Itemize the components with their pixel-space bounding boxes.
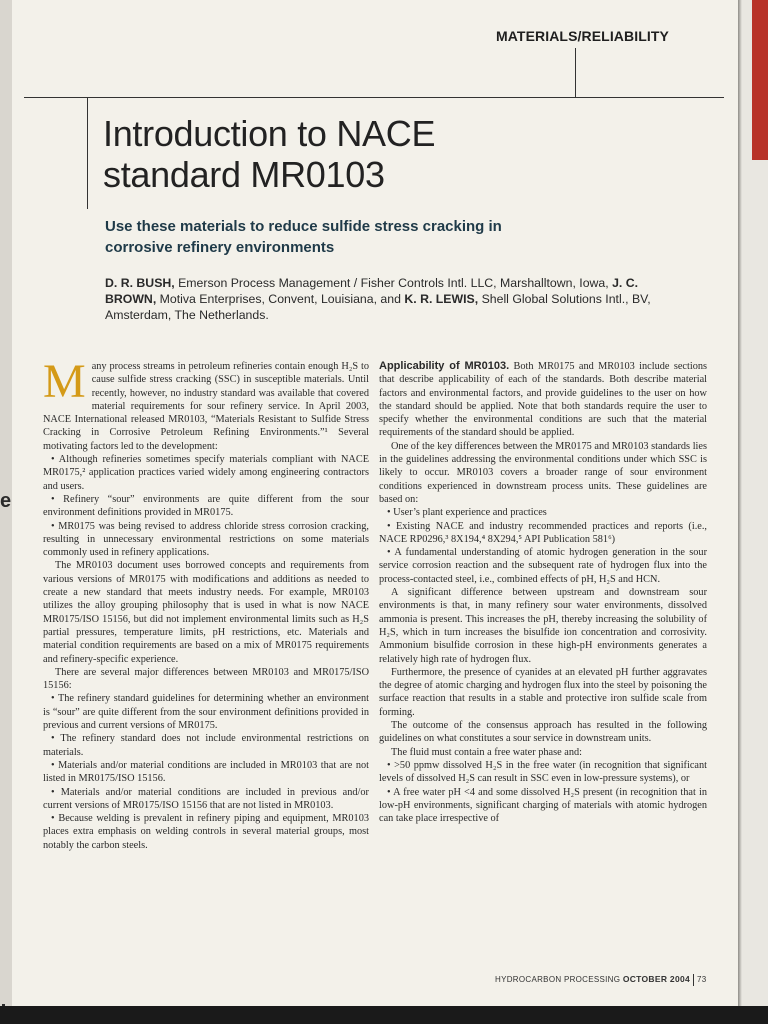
author-name: D. R. BUSH, <box>105 276 175 290</box>
page-number: 73 <box>697 975 707 985</box>
title-line-1: Introduction to NACE <box>103 113 436 154</box>
paragraph: Many process streams in petroleum refineries contain enough H₂S to cause sulfide stress cracking (SSC) in susceptible materials. Until recently, however, no industry standard was available that covered material requirements for sour refinery service. In April 2003, NACE International released MR0103, “Materials Resistant to Sulfide Stress Cracking in Corrosive Petroleum Refining Environments.”¹ Several motivating factors led to the development: <box>43 355 369 452</box>
header-rule-vertical <box>575 48 576 98</box>
author-affiliation: Emerson Process Management / Fisher Controls Intl. LLC, Marshalltown, Iowa, <box>174 276 613 290</box>
bullet-item: • >50 ppmw dissolved H₂S in the free water (in recognition that significant levels of dissolved H₂S can result in SSC even in low-pressure systems), or <box>379 759 707 785</box>
author-name: K. R. LEWIS, <box>404 292 479 306</box>
section-heading: Applicability of MR0103. <box>379 360 510 372</box>
adjacent-page-letter: e <box>0 490 12 512</box>
scan-border <box>0 1006 768 1024</box>
paragraph: Furthermore, the presence of cyanides at an elevated pH further aggravates the degree of atomic charging and hydrogen flux into the steel by poisoning the surface reaction that results in a stable and protective iron sulfide scale from forming. <box>379 666 707 718</box>
paragraph: The fluid must contain a free water phase and: <box>391 746 582 758</box>
page-footer <box>495 974 707 986</box>
author-byline <box>105 275 675 323</box>
bullet-item: • Refinery “sour” environments are quite different from the sour environment definitions provided in MR0175. <box>43 493 369 519</box>
bullet-item: • A free water pH <4 and some dissolved H₂S present (in recognition that in low-pH environments, significant charging of materials with atomic hydrogen can take place irrespective of <box>379 786 707 825</box>
paragraph: The MR0103 document uses borrowed concepts and requirements from various versions of MR0175 with modifications and additions as needed to create a new standard that meets industry needs. For example, MR0103 utilizes the alloy grouping philosophy that is used in what is now NACE MR0175/ISO 15156, but did not implement environmental limits such as H₂S partial pressures, temperature limits, pH restrictions, etc. Materials and material condition requirements are based on a mix of MR0175 requirements and refinery-specific experience. <box>43 560 369 665</box>
bullet-item: • Although refineries sometimes specify materials compliant with NACE MR0175,² application practices varied widely among engineering contractors and users. <box>43 454 369 492</box>
article-subtitle: Use these materials to reduce sulfide stress cracking in corrosive refinery environments <box>105 218 502 256</box>
header-rule <box>24 97 724 98</box>
adjacent-page-edge <box>0 0 12 1024</box>
author-name: J. C. BROWN, <box>105 276 639 306</box>
issue-date: OCTOBER 2004 <box>622 974 691 985</box>
paragraph: A significant difference between upstream and downstream sour environments is that, in many refinery sour water environments, dissolved ammonia is present. This increases the pH, thereby increasing the solubility of H₂S, which in turn increases the bisulfide ion concentration and corrosivity. Ammonium bisulfide corrosion in these high-pH environments generates a relatively high rate of hydrogen flux. <box>379 587 707 665</box>
bullet-item: • MR0175 was being revised to address chloride stress corrosion cracking, resulting in unnecessary environmental restrictions on some materials commonly used in refinery applications. <box>43 520 369 559</box>
bullet-item: • User’s plant experience and practices <box>387 507 547 519</box>
author-affiliation: Motiva Enterprises, Convent, Louisiana, and <box>156 292 405 306</box>
bullet-item: • Existing NACE and industry recommended practices and reports (i.e., NACE RP0296,³ 8X194,⁴ 8X294,⁵ API Publication 581⁶) <box>379 520 707 545</box>
section-label: MATERIALS/RELIABILITY <box>496 28 669 44</box>
bullet-item: • A fundamental understanding of atomic hydrogen generation in the sour service corrosion reaction and the subsequent rate of hydrogen flux into the process-contacted steel, i.e., combined effects of pH, H₂S and HCN. <box>379 547 707 585</box>
bullet-item: • The refinery standard guidelines for determining whether an environment is “sour” are quite different from the sour environment definitions provided in previous and current versions of MR0175. <box>43 693 369 732</box>
title-rule-vertical <box>87 97 88 209</box>
author-affiliation: Shell Global Solutions Intl., BV, Amsterdam, The Netherlands. <box>105 292 651 322</box>
bullet-item: • Because welding is prevalent in refinery piping and equipment, MR0103 places extra emphasis on welding controls in several material groups, most notably the carbon steels. <box>43 813 369 851</box>
magazine-page <box>12 0 738 1006</box>
red-tab <box>752 0 768 160</box>
binding-edge <box>738 0 768 1024</box>
paragraph: Applicability of MR0103. Both MR0175 and MR0103 include sections that describe applicability of each of the standards. Both describe material factors and environmental factors, and provide guidelines to the user on how the standard should be applied. Note that both standards require the user to specify whether the environmental conditions are such that the material requirements of the standard should be applied. <box>379 360 707 439</box>
drop-cap: M <box>43 355 86 408</box>
body-column-right <box>379 360 707 825</box>
paragraph: The outcome of the consensus approach has resulted in the following guidelines on what constitutes a sour service in downstream units. <box>379 720 707 745</box>
paragraph: There are several major differences between MR0103 and MR0175/ISO 15156: <box>43 666 369 692</box>
bullet-item: • Materials and/or material conditions are included in MR0103 that are not listed in MR0175/ISO 15156. <box>43 759 369 785</box>
article-title <box>103 113 435 195</box>
binding-shadow <box>738 0 742 1024</box>
body-column-left <box>43 355 369 852</box>
footer-divider <box>693 974 694 986</box>
title-line-2: standard MR0103 <box>103 154 385 195</box>
paragraph: One of the key differences between the MR0175 and MR0103 standards lies in the guidelines addressing the environmental conditions under which SSC is likely to occur. MR0103 covers a broader range of sour environment conditions experienced in downstream process units. These guidelines are based on: <box>379 440 707 505</box>
bullet-item: • Materials and/or material conditions are included in previous and/or current versions of MR0175/ISO 15156 that are not listed in MR0103. <box>43 786 369 811</box>
publication-name: HYDROCARBON PROCESSING <box>495 975 621 985</box>
bullet-item: • The refinery standard does not include environmental restrictions on materials. <box>43 733 369 758</box>
